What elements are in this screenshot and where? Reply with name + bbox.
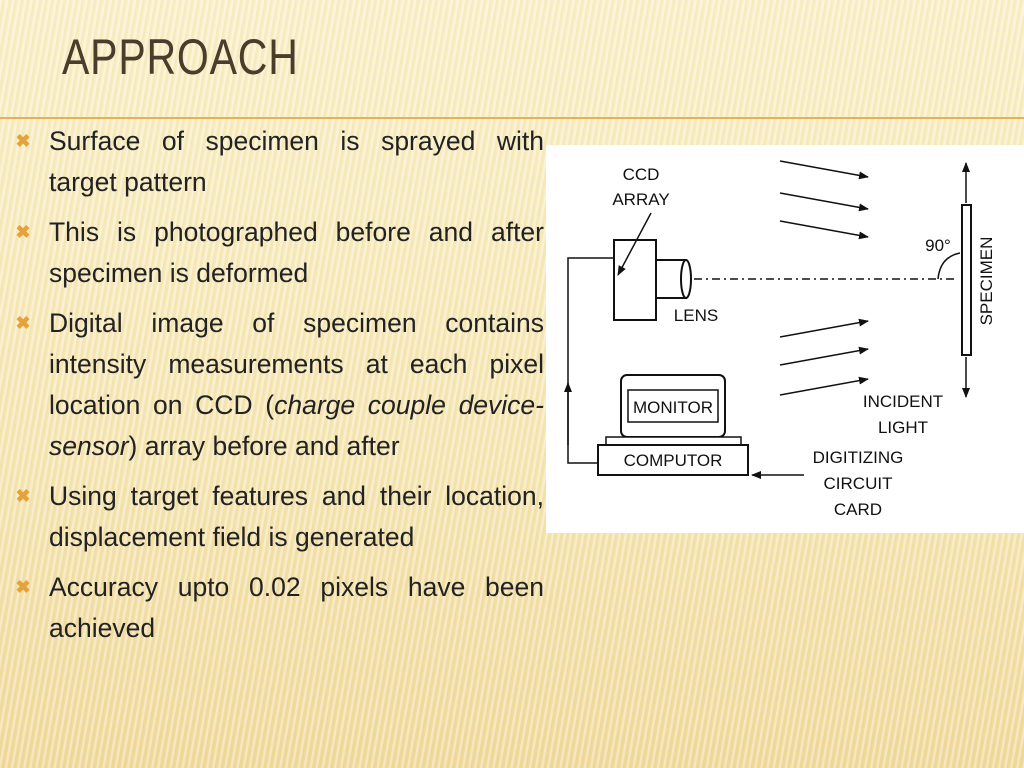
bullet-text: Surface of specimen is sprayed with target pattern	[49, 126, 544, 197]
bullet-list	[14, 121, 544, 658]
x-mark-icon: ✖	[15, 486, 31, 506]
ccd-pointer-arrow	[618, 213, 651, 275]
monitor-label: MONITOR	[633, 398, 713, 417]
bullet-item	[14, 212, 544, 294]
incident-arrow	[780, 161, 868, 177]
bullet-item	[14, 567, 544, 649]
diagram-svg	[546, 145, 1024, 533]
angle-label: 90°	[925, 236, 951, 255]
bullet-text: This is photographed before and after specimen is deformed	[49, 217, 544, 288]
incident-arrow	[780, 193, 868, 209]
computer-top	[606, 437, 741, 445]
title-divider	[0, 117, 1024, 119]
bullet-text: Accuracy upto 0.02 pixels have been achieved	[49, 572, 544, 643]
camera-body	[614, 240, 656, 320]
lens-front	[681, 260, 691, 298]
bullet-text-italic: charge couple device-sensor	[49, 390, 544, 461]
incident-arrow	[780, 221, 868, 237]
incident-arrow	[780, 321, 868, 337]
bullet-text: Using target features and their location, displacement field is generated	[49, 481, 544, 552]
bullet-item	[14, 476, 544, 558]
card-label-line1: DIGITIZING	[812, 448, 904, 467]
bullet-text-after: ) array before and after	[128, 431, 400, 461]
angle-arc	[938, 253, 960, 279]
x-mark-icon: ✖	[15, 131, 31, 151]
bullet-item	[14, 303, 544, 467]
lens-label: LENS	[673, 306, 719, 325]
x-mark-icon: ✖	[15, 313, 31, 333]
bullet-text-before: Digital image of specimen contains intensity measurements at each pixel location on CCD (	[49, 308, 544, 420]
incident-arrow	[780, 349, 868, 365]
ccd-label-line1: CCD	[622, 165, 660, 184]
incident-label-line2: LIGHT	[877, 418, 929, 437]
dic-setup-diagram	[546, 145, 1024, 533]
incident-arrow	[780, 379, 868, 395]
computer-label: COMPUTOR	[623, 451, 723, 470]
card-label-line3: CARD	[833, 500, 883, 519]
incident-label-line1: INCIDENT	[862, 392, 944, 411]
ccd-label-line2: ARRAY	[612, 190, 670, 209]
specimen-label: SPECIMEN	[977, 236, 996, 326]
x-mark-icon: ✖	[15, 222, 31, 242]
slide-title: APPROACH	[62, 29, 299, 85]
specimen-bar	[962, 205, 971, 355]
camera-cable	[568, 258, 614, 463]
bullet-item	[14, 121, 544, 203]
x-mark-icon: ✖	[15, 577, 31, 597]
card-label-line2: CIRCUIT	[823, 474, 893, 493]
